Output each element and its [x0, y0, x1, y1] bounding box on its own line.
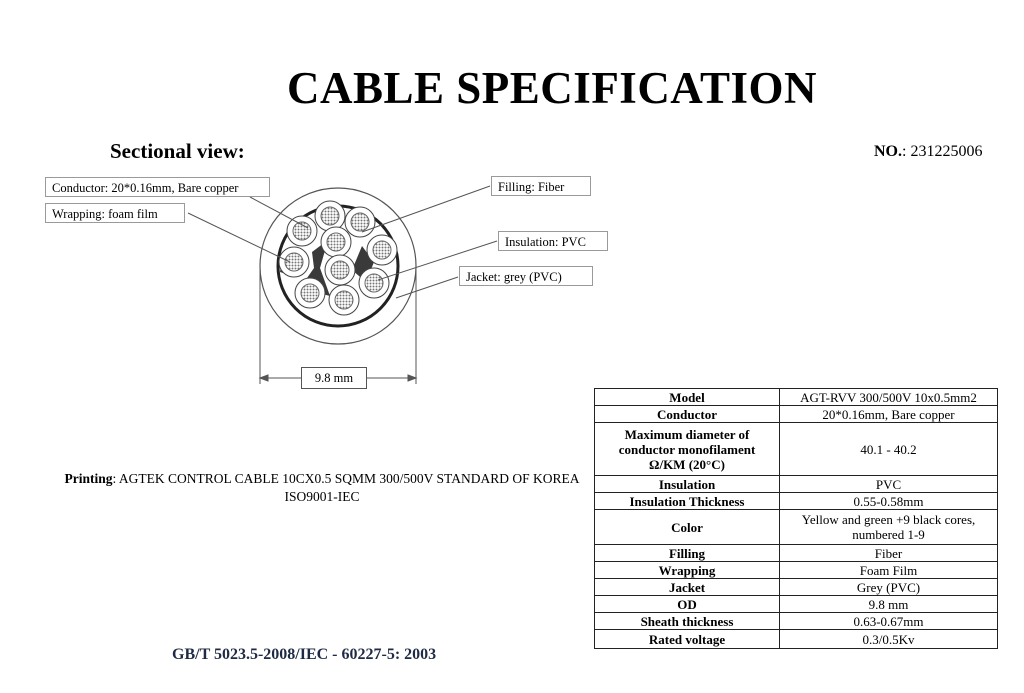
- spec-value: 0.55-0.58mm: [780, 493, 998, 510]
- document-number-label: NO.: [874, 143, 902, 160]
- spec-value: Yellow and green +9 black cores, numbered 1-9: [780, 510, 998, 545]
- dimension-arrow-left: [260, 375, 268, 381]
- spec-value: Grey (PVC): [780, 579, 998, 596]
- spec-value: Fiber: [780, 545, 998, 562]
- spec-row: [595, 423, 998, 476]
- core-conductor: [351, 213, 369, 231]
- core-conductor: [285, 253, 303, 271]
- spec-row: [595, 613, 998, 630]
- callout-jacket: Jacket: grey (PVC): [459, 266, 593, 286]
- spec-row: [595, 630, 998, 649]
- spec-row: [595, 545, 998, 562]
- document-number-value: : 231225006: [902, 143, 983, 160]
- core-conductor: [301, 284, 319, 302]
- od-dimension-label: 9.8 mm: [301, 367, 367, 389]
- core-conductor: [331, 261, 349, 279]
- core-conductor: [365, 274, 383, 292]
- callout-insulation: Insulation: PVC: [498, 231, 608, 251]
- core-conductor: [335, 291, 353, 309]
- spec-row: [595, 562, 998, 579]
- spec-row: [595, 579, 998, 596]
- spec-key: Insulation Thickness: [595, 493, 780, 510]
- spec-value: 20*0.16mm, Bare copper: [780, 406, 998, 423]
- spec-key: Rated voltage: [595, 630, 780, 649]
- spec-key: Sheath thickness: [595, 613, 780, 630]
- spec-value: AGT-RVV 300/500V 10x0.5mm2: [780, 389, 998, 406]
- spec-key: Conductor: [595, 406, 780, 423]
- spec-value: 0.3/0.5Kv: [780, 630, 998, 649]
- spec-value: Foam Film: [780, 562, 998, 579]
- spec-key: OD: [595, 596, 780, 613]
- spec-key: Maximum diameter of conductor monofilament Ω/KM (20°C): [595, 423, 780, 476]
- spec-key: Model: [595, 389, 780, 406]
- printing-label: Printing: [64, 471, 113, 486]
- spec-row: [595, 406, 998, 423]
- core-conductor: [327, 233, 345, 251]
- spec-key: Color: [595, 510, 780, 545]
- spec-key: Filling: [595, 545, 780, 562]
- spec-row: [595, 389, 998, 406]
- spec-value: PVC: [780, 476, 998, 493]
- spec-table: [594, 388, 998, 649]
- spec-row: [595, 510, 998, 545]
- core-conductor: [321, 207, 339, 225]
- spec-value: 40.1 - 40.2: [780, 423, 998, 476]
- spec-value: 9.8 mm: [780, 596, 998, 613]
- page-title: CABLE SPECIFICATION: [286, 63, 817, 113]
- spec-row: [595, 596, 998, 613]
- callout-conductor: Conductor: 20*0.16mm, Bare copper: [45, 177, 270, 197]
- spec-key: Wrapping: [595, 562, 780, 579]
- spec-row: [595, 476, 998, 493]
- spec-key: Insulation: [595, 476, 780, 493]
- callout-filling: Filling: Fiber: [491, 176, 591, 196]
- printing-note: [62, 470, 582, 506]
- spec-row: [595, 493, 998, 510]
- core-conductor: [373, 241, 391, 259]
- sectional-view-heading: Sectional view:: [110, 139, 245, 163]
- dimension-arrow-right: [408, 375, 416, 381]
- spec-value: 0.63-0.67mm: [780, 613, 998, 630]
- printing-text: : AGTEK CONTROL CABLE 10CX0.5 SQMM 300/500V STANDARD OF KOREA ISO9001-IEC: [112, 471, 580, 504]
- spec-key: Jacket: [595, 579, 780, 596]
- standard-reference: GB/T 5023.5-2008/IEC - 60227-5: 2003: [172, 646, 437, 663]
- callout-wrapping: Wrapping: foam film: [45, 203, 185, 223]
